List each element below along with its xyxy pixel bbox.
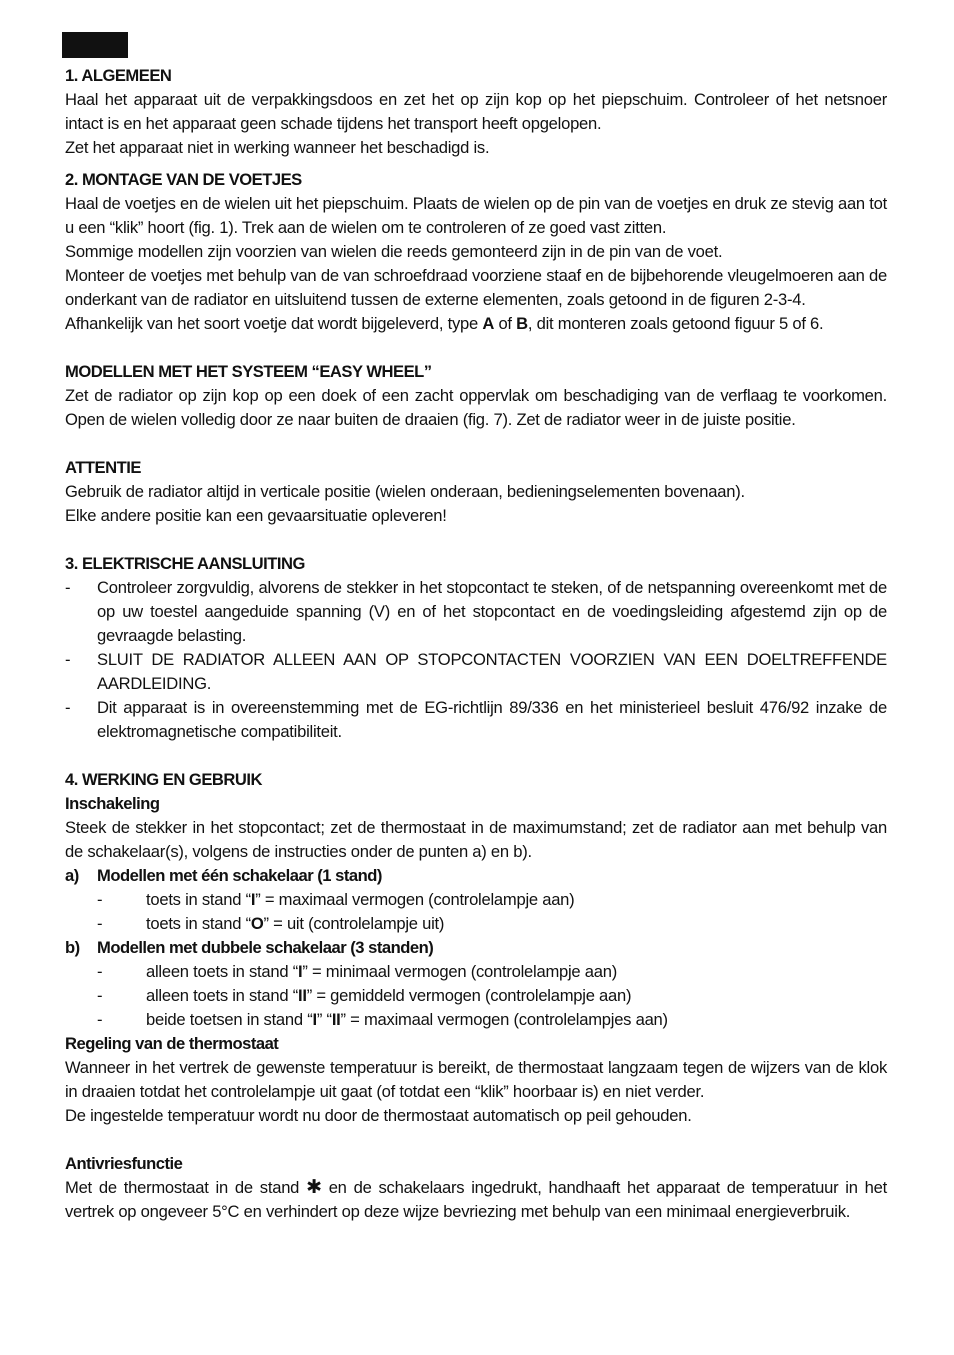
easy-wheel-paragraph: Zet de radiator op zijn kop op een doek of een zacht oppervlak om beschadiging van de verflaag te voorkomen. Open de wielen volledig door ze naar buiten de draaien (fig. 7). Zet de radiator weer in de juiste positie. <box>65 386 887 429</box>
easy-wheel-title: MODELLEN MET HET SYSTEEM “EASY WHEEL” <box>65 362 432 381</box>
section-1-paragraph-1: Haal het apparaat uit de verpakkingsdoos en zet het op zijn kop op het piepschuim. Controleer of het netsnoer intact is en het apparaat geen schade tijdens het transport heeft opgelopen. <box>65 90 887 133</box>
list-item: - alleen toets in stand “I” = minimaal vermogen (controlelampje aan) <box>97 962 617 981</box>
attention-paragraph-1: Gebruik de radiator altijd in verticale positie (wielen onderaan, bedieningselementen bovenaan). <box>65 482 745 501</box>
section-4-title: 4. WERKING EN GEBRUIK <box>65 770 262 789</box>
attention-paragraph-2: Elke andere positie kan een gevaarsituatie opleveren! <box>65 506 447 525</box>
section-4-paragraph-2: Wanneer in het vertrek de gewenste temperatuur is bereikt, de thermostaat langzaam tegen de wijzers van de klok in draaien totdat het controlelampje uit gaat (of totdat een “klik” hoorbaar is) en niet verder. <box>65 1058 887 1101</box>
list-item: - beide toetsen in stand “I” “II” = maximaal vermogen (controlelampjes aan) <box>97 1010 668 1029</box>
list-item: - Dit apparaat is in overeenstemming met de EG-richtlijn 89/336 en het ministerieel besluit 476/92 inzake de elektromagnetische compatibiliteit. <box>65 698 887 741</box>
section-2-title: 2. MONTAGE VAN DE VOETJES <box>65 170 302 189</box>
section-1-paragraph-2: Zet het apparaat niet in werking wanneer het beschadigd is. <box>65 138 490 157</box>
subheading-antifreeze: Antivriesfunctie <box>65 1154 183 1173</box>
subsection-a-title: a) Modellen met één schakelaar (1 stand) <box>65 866 382 885</box>
list-item: - Controleer zorgvuldig, alvorens de stekker in het stopcontact te steken, of de netspanning overeenkomt met de op uw toestel aangeduide spanning (V) en of het stopcontact en de voedingsleiding afgestemd zijn op de gevraagde belasting. <box>65 578 887 645</box>
section-4-paragraph-4: Met de thermostaat in de stand ✱ en de schakelaars ingedrukt, handhaaft het apparaat de temperatuur in het vertrek op ongeveer 5°C en verhindert op deze wijze bevriezing met behulp van een minimaal energieverbruik. <box>65 1177 887 1221</box>
header-tab <box>62 32 128 58</box>
snowflake-icon: ✱ <box>306 1177 322 1198</box>
section-4-paragraph-1: Steek de stekker in het stopcontact; zet de thermostaat in de maximumstand; zet de radiator aan met behulp van de schakelaar(s), volgens de instructies onder de punten a) en b). <box>65 818 887 861</box>
document-body <box>65 64 887 1224</box>
section-1-title: 1. ALGEMEEN <box>65 66 172 85</box>
subheading-thermostat: Regeling van de thermostaat <box>65 1034 279 1053</box>
section-3-title: 3. ELEKTRISCHE AANSLUITING <box>65 554 305 573</box>
list-item: - toets in stand “O” = uit (controlelampje uit) <box>97 914 445 933</box>
subsection-b-title: b) Modellen met dubbele schakelaar (3 standen) <box>65 938 434 957</box>
list-item: - SLUIT DE RADIATOR ALLEEN AAN OP STOPCONTACTEN VOORZIEN VAN EEN DOELTREFFENDE AARDLEIDING. <box>65 650 887 693</box>
section-4-paragraph-3: De ingestelde temperatuur wordt nu door de thermostaat automatisch op peil gehouden. <box>65 1106 692 1125</box>
attention-title: ATTENTIE <box>65 458 141 477</box>
section-2-paragraph-2: Sommige modellen zijn voorzien van wielen die reeds gemonteerd zijn in de pin van de voet. <box>65 242 723 261</box>
section-2-paragraph-3: Monteer de voetjes met behulp van de van schroefdraad voorziene staaf en de bijbehorende vleugelmoeren aan de onderkant van de radiator en uitsluitend tussen de externe elementen, zoals getoond in de figuren 2-3-4. <box>65 266 887 309</box>
list-item: - alleen toets in stand “II” = gemiddeld vermogen (controlelampje aan) <box>97 986 632 1005</box>
list-item: - toets in stand “I” = maximaal vermogen (controlelampje aan) <box>97 890 575 909</box>
section-2-paragraph-4: Afhankelijk van het soort voetje dat wordt bijgeleverd, type A of B, dit monteren zoals getoond figuur 5 of 6. <box>65 314 824 333</box>
subheading-inschakeling: Inschakeling <box>65 794 160 813</box>
section-2-paragraph-1: Haal de voetjes en de wielen uit het piepschuim. Plaats de wielen op de pin van de voetjes en druk ze stevig aan tot u een “klik” hoort (fig. 1). Trek aan de wielen om te controleren of ze goed vast zitten. <box>65 194 887 237</box>
